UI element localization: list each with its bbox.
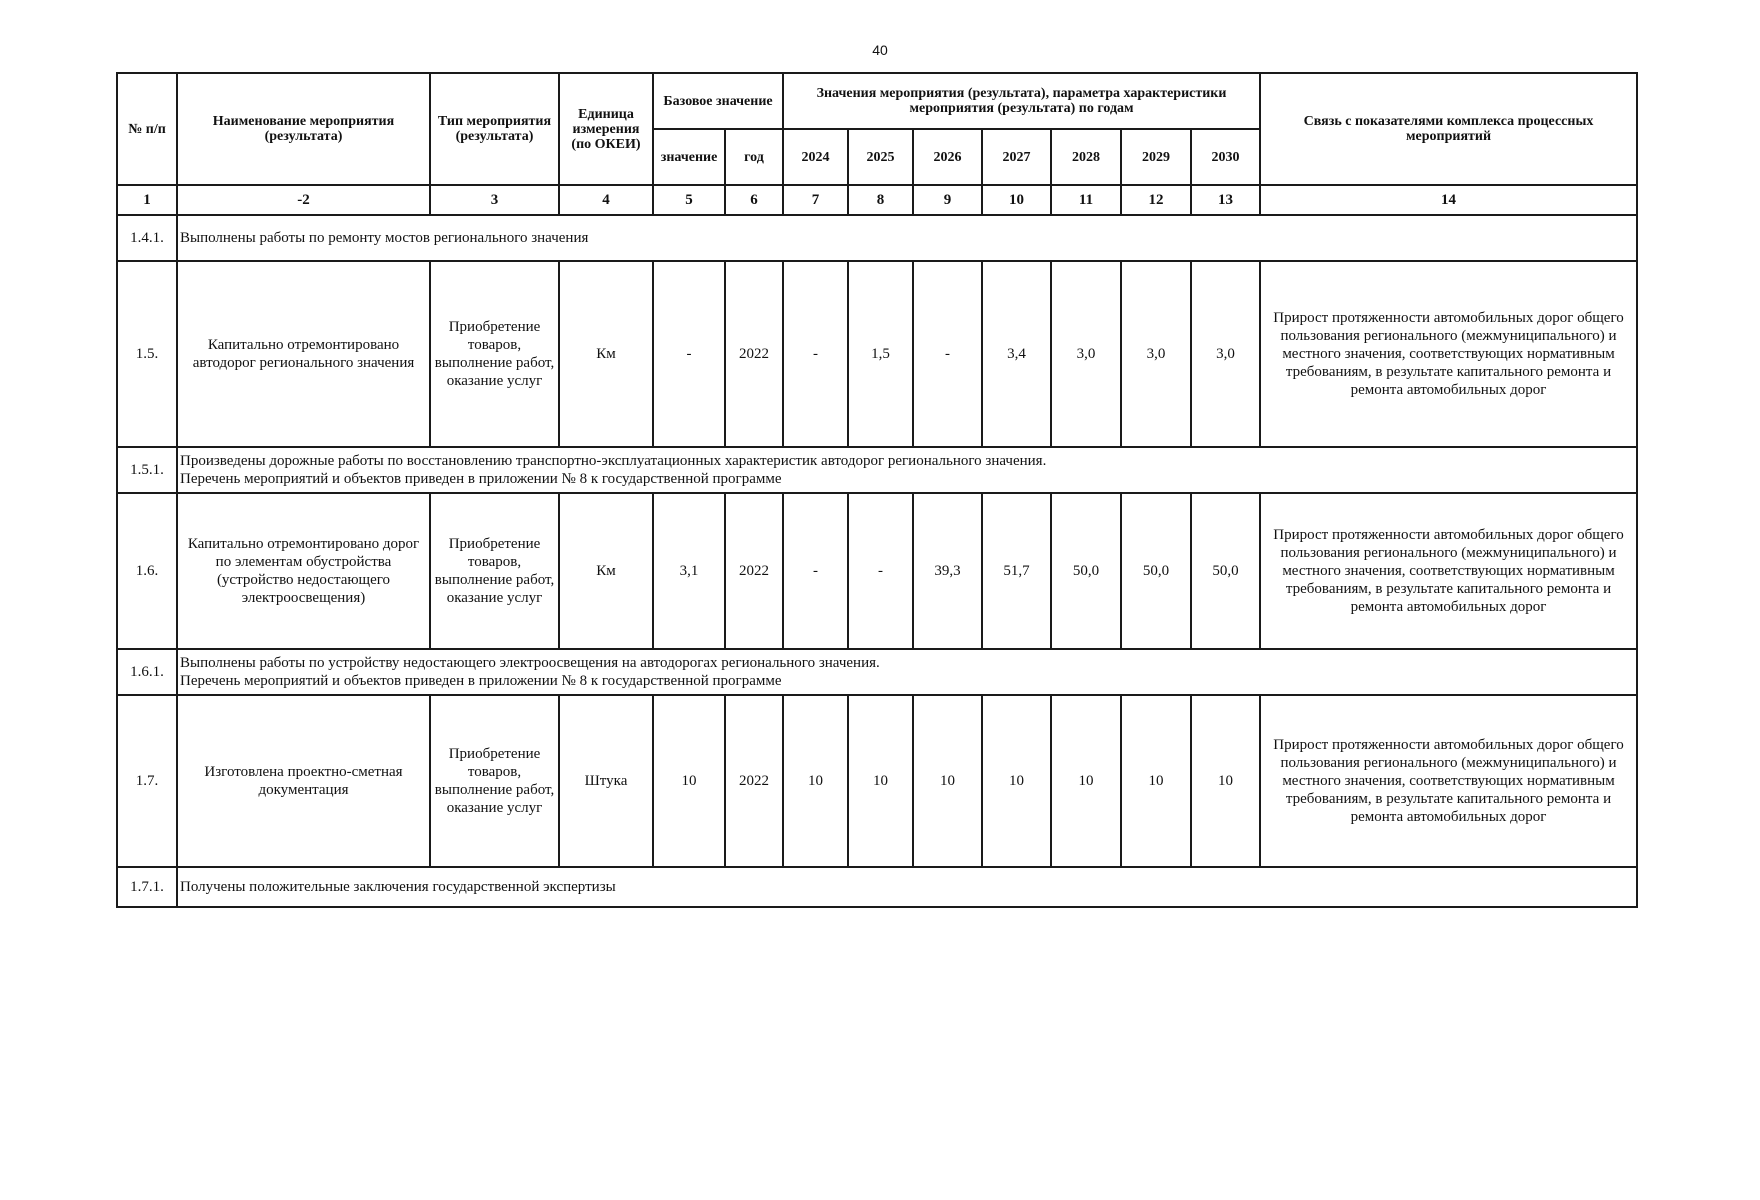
year-value: 10 — [913, 695, 982, 867]
result-row — [117, 649, 1637, 695]
year-value: - — [913, 261, 982, 447]
result-text-line: Перечень мероприятий и объектов приведен в приложении № 8 к государственной программе — [180, 673, 782, 689]
result-text — [177, 867, 1637, 907]
year-value: 50,0 — [1051, 493, 1121, 649]
measure-row — [117, 695, 1637, 867]
column-number: 7 — [783, 185, 848, 215]
year-value: - — [783, 261, 848, 447]
header-year: 2030 — [1191, 129, 1260, 185]
header-name: Наименование мероприятия (результата) — [177, 73, 430, 185]
column-number: 8 — [848, 185, 913, 215]
column-number-row — [117, 185, 1637, 215]
measure-row — [117, 261, 1637, 447]
result-text-line: Перечень мероприятий и объектов приведен в приложении № 8 к государственной программе — [180, 471, 782, 487]
year-value: 10 — [982, 695, 1051, 867]
base-year: 2022 — [725, 261, 783, 447]
indicator-link: Прирост протяженности автомобильных дорог общего пользования регионального (межмуниципального) и местного значения, соответствующих нормативным требованиям, в результате капитального ремонта и ремонта автомобильных дорог — [1260, 261, 1637, 447]
column-number: 11 — [1051, 185, 1121, 215]
year-value: - — [783, 493, 848, 649]
measure-type: Приобретение товаров, выполнение работ, оказание услуг — [430, 261, 559, 447]
measure-unit: Км — [559, 493, 653, 649]
year-value: 10 — [1191, 695, 1260, 867]
row-code: 1.4.1. — [117, 215, 177, 261]
base-year: 2022 — [725, 695, 783, 867]
header-num: № п/п — [117, 73, 177, 185]
year-value: 3,4 — [982, 261, 1051, 447]
base-value: 10 — [653, 695, 725, 867]
header-type: Тип мероприятия (результата) — [430, 73, 559, 185]
year-value: 3,0 — [1121, 261, 1191, 447]
year-value: 1,5 — [848, 261, 913, 447]
year-value: 10 — [1051, 695, 1121, 867]
column-number: 4 — [559, 185, 653, 215]
year-value: 3,0 — [1191, 261, 1260, 447]
result-text-line: Произведены дорожные работы по восстановлению транспортно-эксплуатационных характеристик автодорог регионального значения. — [180, 453, 1047, 469]
measure-type: Приобретение товаров, выполнение работ, оказание услуг — [430, 695, 559, 867]
column-number: 6 — [725, 185, 783, 215]
measure-name: Капитально отремонтировано дорог по элементам обустройства (устройство недостающего электроосвещения) — [177, 493, 430, 649]
measure-unit: Штука — [559, 695, 653, 867]
header-year: 2028 — [1051, 129, 1121, 185]
row-code: 1.5.1. — [117, 447, 177, 493]
row-code: 1.7. — [117, 695, 177, 867]
page-number: 40 — [872, 42, 888, 58]
measure-name: Капитально отремонтировано автодорог регионального значения — [177, 261, 430, 447]
row-code: 1.7.1. — [117, 867, 177, 907]
header-link: Связь с показателями комплекса процессных мероприятий — [1260, 73, 1637, 185]
column-number: 13 — [1191, 185, 1260, 215]
base-value: 3,1 — [653, 493, 725, 649]
result-row — [117, 867, 1637, 907]
year-value: 50,0 — [1121, 493, 1191, 649]
row-code: 1.6.1. — [117, 649, 177, 695]
result-text — [177, 215, 1637, 261]
year-value: 10 — [848, 695, 913, 867]
column-number: 5 — [653, 185, 725, 215]
header-base-year: год — [725, 129, 783, 185]
base-value: - — [653, 261, 725, 447]
header-base: Базовое значение — [653, 73, 783, 129]
indicator-link: Прирост протяженности автомобильных дорог общего пользования регионального (межмуниципального) и местного значения, соответствующих нормативным требованиям, в результате капитального ремонта и ремонта автомобильных дорог — [1260, 493, 1637, 649]
year-value: 51,7 — [982, 493, 1051, 649]
column-number: -2 — [177, 185, 430, 215]
result-text-line: Выполнены работы по ремонту мостов регионального значения — [180, 230, 589, 246]
result-text — [177, 447, 1637, 493]
header-year: 2029 — [1121, 129, 1191, 185]
result-text — [177, 649, 1637, 695]
column-number: 12 — [1121, 185, 1191, 215]
year-value: 10 — [783, 695, 848, 867]
row-code: 1.5. — [117, 261, 177, 447]
header-base-value: значение — [653, 129, 725, 185]
year-value: - — [848, 493, 913, 649]
column-number: 9 — [913, 185, 982, 215]
year-value: 10 — [1121, 695, 1191, 867]
result-text-line: Выполнены работы по устройству недостающего электроосвещения на автодорогах регионального значения. — [180, 655, 880, 671]
header-year: 2024 — [783, 129, 848, 185]
measure-name: Изготовлена проектно-сметная документация — [177, 695, 430, 867]
result-row — [117, 215, 1637, 261]
column-number: 3 — [430, 185, 559, 215]
header-years-group: Значения мероприятия (результата), параметра характеристики мероприятия (результата) по годам — [783, 73, 1260, 129]
result-row — [117, 447, 1637, 493]
column-number: 10 — [982, 185, 1051, 215]
column-number: 1 — [117, 185, 177, 215]
indicator-link: Прирост протяженности автомобильных дорог общего пользования регионального (межмуниципального) и местного значения, соответствующих нормативным требованиям, в результате капитального ремонта и ремонта автомобильных дорог — [1260, 695, 1637, 867]
year-value: 50,0 — [1191, 493, 1260, 649]
header-year: 2026 — [913, 129, 982, 185]
measure-type: Приобретение товаров, выполнение работ, оказание услуг — [430, 493, 559, 649]
measure-row — [117, 493, 1637, 649]
measure-unit: Км — [559, 261, 653, 447]
header-unit: Единица измерения (по ОКЕИ) — [559, 73, 653, 185]
result-text-line: Получены положительные заключения государственной экспертизы — [180, 879, 616, 895]
row-code: 1.6. — [117, 493, 177, 649]
year-value: 39,3 — [913, 493, 982, 649]
base-year: 2022 — [725, 493, 783, 649]
header-year: 2025 — [848, 129, 913, 185]
column-number: 14 — [1260, 185, 1637, 215]
header-year: 2027 — [982, 129, 1051, 185]
measures-table — [116, 72, 1638, 908]
year-value: 3,0 — [1051, 261, 1121, 447]
